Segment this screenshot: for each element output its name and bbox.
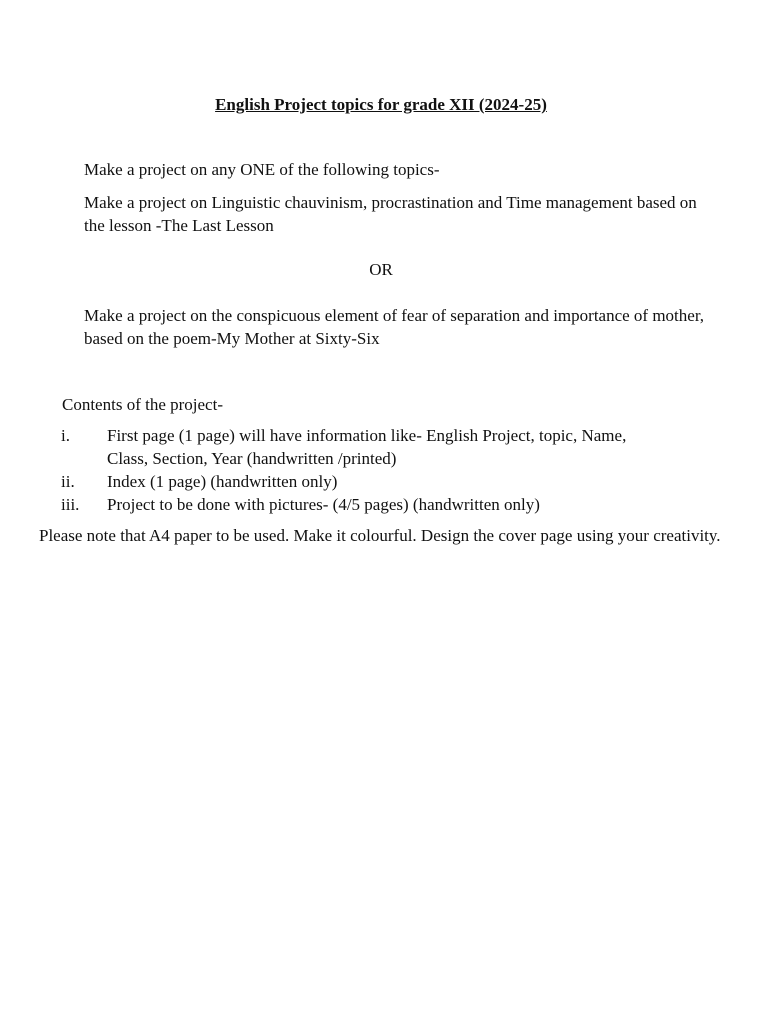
note-text: Please note that A4 paper to be used. Make it colourful. Design the cover page using your creativity. — [39, 526, 721, 545]
list-item-number: ii. — [61, 472, 75, 491]
contents-list — [0, 424, 768, 516]
list-item-text: Index (1 page) (handwritten only) — [107, 472, 338, 491]
list-item-number: iii. — [61, 495, 80, 514]
topic-option-1: Make a project on Linguistic chauvinism, procrastination and Time management based on the lesson -The Last Lesson — [84, 193, 697, 235]
list-item — [0, 470, 768, 493]
list-item-number: i. — [61, 426, 70, 445]
list-item-text: Project to be done with pictures- (4/5 pages) (handwritten only) — [107, 495, 540, 514]
document-title: English Project topics for grade XII (2024-25) — [215, 95, 547, 114]
topic-option-2: Make a project on the conspicuous element of fear of separation and importance of mother, based on the poem-My Mother at Sixty-Six — [84, 306, 705, 348]
list-item-text: First page (1 page) will have information like- English Project, topic, Name, Class, Section, Year (handwritten /printed) — [107, 426, 627, 468]
list-item — [0, 493, 768, 516]
contents-heading: Contents of the project- — [62, 395, 223, 414]
list-item — [0, 424, 768, 470]
or-separator: OR — [369, 260, 393, 279]
intro-text: Make a project on any ONE of the following topics- — [84, 160, 440, 179]
